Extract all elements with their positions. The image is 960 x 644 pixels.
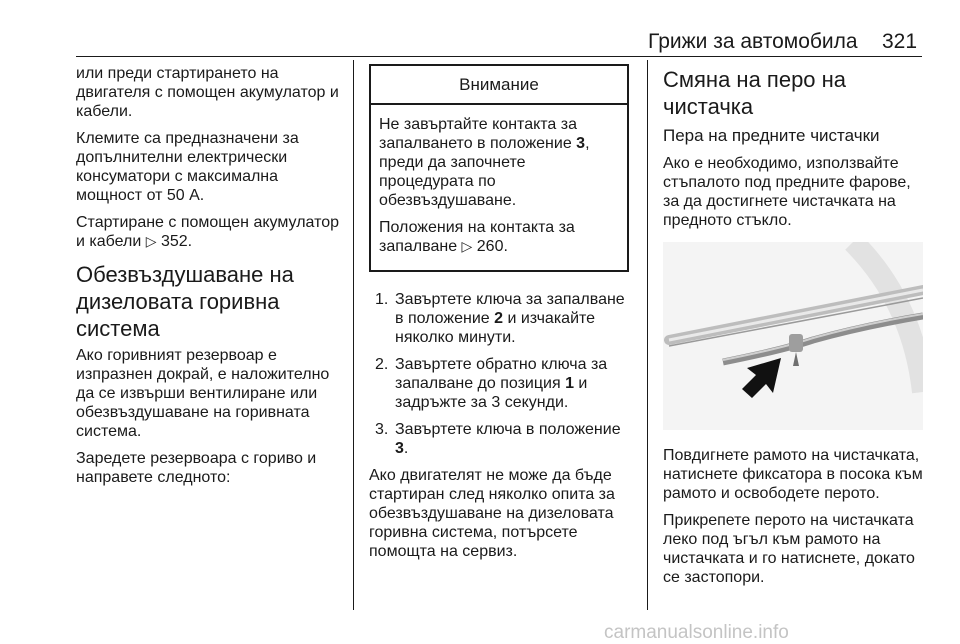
- paragraph: Заредете резервоара с гориво и направете следното:: [76, 450, 317, 486]
- subsection-heading: Пера на предните чистачки: [663, 126, 880, 145]
- section-heading: Смяна на перо на чистачка: [663, 67, 847, 119]
- paragraph: Ако е необходимо, използвайте стъпалото под предните фарове, за да достигнете чистачката на предното стъкло.: [663, 155, 911, 229]
- page-ref-arrow-icon: ▷: [145, 233, 157, 249]
- warning-reference: Положения на контакта за запалване ▷ 260.: [379, 219, 575, 255]
- warning-text: Не завъртайте контакта за запалването в положение 3, преди да започнете процедурата по обезвъздушаване.: [379, 116, 590, 209]
- paragraph: Прикрепете перото на чистачката леко под ъгъл към рамото на чистачката и го натиснете, докато се застопори.: [663, 512, 915, 586]
- list-item: 1. Завъртете ключа за запалване в положение 2 и изчакайте няколко минути.: [375, 291, 625, 346]
- wiper-illustration: [663, 242, 923, 430]
- warning-title: Внимание: [371, 66, 627, 105]
- watermark: carmanualsonline.info: [604, 622, 789, 643]
- paragraph: Повдигнете рамото на чистачката, натиснете фиксатора в посока към рамото и освободете перото.: [663, 447, 923, 502]
- paragraph: Клемите са предназначени за допълнителни електрически консуматори с максимална мощност от 50 А.: [76, 130, 299, 204]
- page-ref[interactable]: 260.: [476, 238, 508, 255]
- page-header: [0, 0, 960, 56]
- cross-reference-paragraph: Стартиране с помощен акумулатор и кабели ▷ 352.: [76, 214, 340, 250]
- column-divider-right: [647, 60, 648, 610]
- procedure-steps: [369, 290, 633, 458]
- warning-body: [371, 105, 627, 270]
- section-heading: Обезвъздушаване на дизеловата горивна система: [76, 262, 294, 341]
- wiper-arm-diagram: [663, 242, 923, 430]
- warning-box: [369, 64, 629, 272]
- page-ref-arrow-icon: ▷: [461, 238, 473, 254]
- page-number: 321: [882, 30, 918, 53]
- list-item: 2. Завъртете обратно ключа за запалване до позиция 1 и задръжте за 3 секунди.: [375, 356, 608, 411]
- header-rule: [76, 56, 922, 57]
- left-column: [76, 64, 340, 495]
- list-item: 3. Завъртете ключа в положение 3.: [375, 421, 621, 457]
- right-column: [663, 64, 929, 595]
- middle-column: [369, 64, 633, 569]
- column-divider-left: [353, 60, 354, 610]
- page-ref[interactable]: 352.: [160, 233, 193, 250]
- paragraph: или преди стартирането на двигателя с помощен акумулатор и кабели.: [76, 65, 339, 120]
- chapter-title: Грижи за автомобила: [648, 30, 858, 53]
- paragraph: Ако двигателят не може да бъде стартиран след няколко опита за обезвъздушаване на дизеловата горивна система, потърсете помощта на сервиз.: [369, 467, 615, 560]
- paragraph: Ако горивният резервоар е изпразнен докрай, е наложително да се извърши вентилиране или обезвъздушаване на горивната система.: [76, 347, 330, 440]
